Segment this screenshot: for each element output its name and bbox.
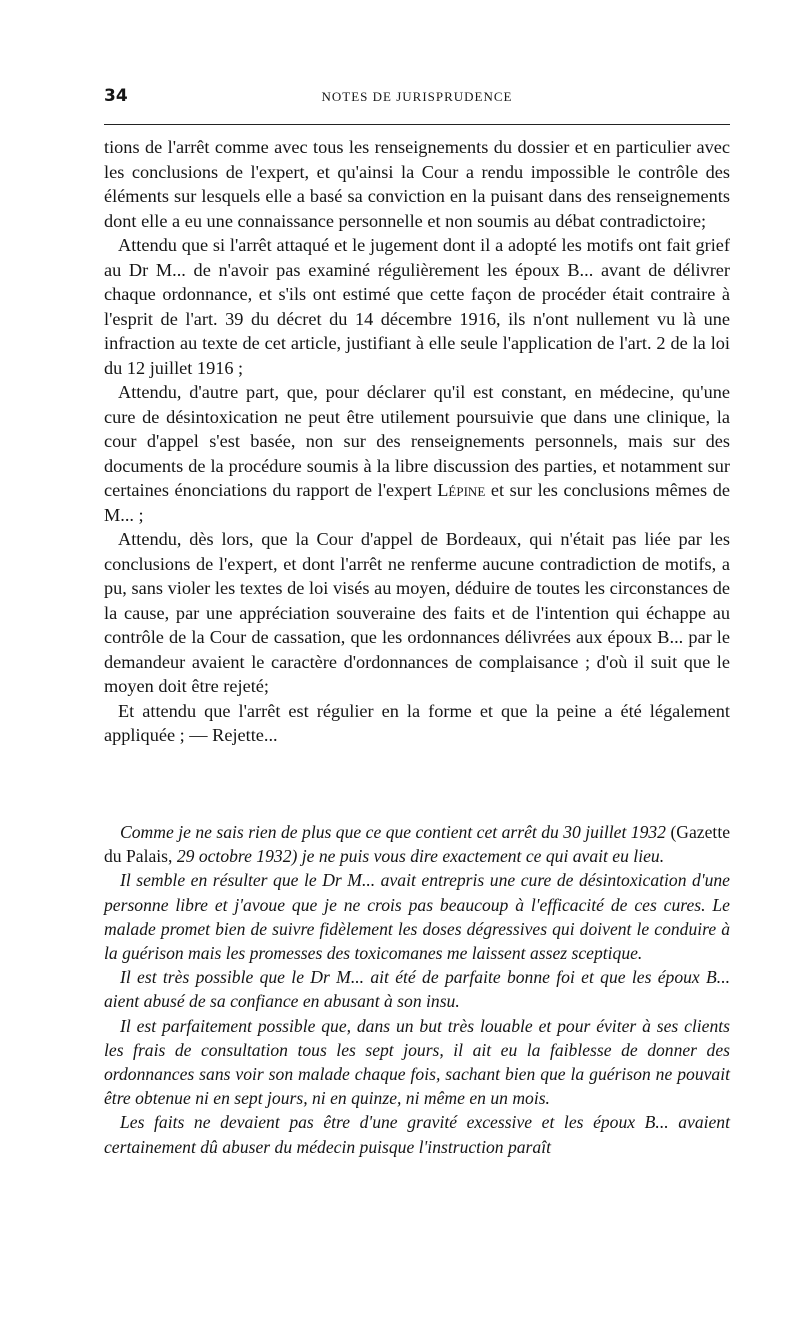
- commentary-1-end: 29 octobre 1932) je ne puis vous dire exactement ce qui avait eu lieu.: [176, 846, 665, 867]
- commentary-paragraph-5: Les faits ne devaient pas être d'une gravité excessive et les époux B... avaient certainement dû abuser du médecin puisque l'instruction paraît: [104, 1112, 730, 1157]
- ruling-paragraph-4: Attendu, dès lors, que la Cour d'appel de Bordeaux, qui n'était pas liée par les conclusions de l'expert, et dont l'arrêt ne renferme aucune contradiction de motifs, a pu, sans violer les textes de loi visés au moyen, déduire de toutes les circonstances de la cause, par une appréciation souveraine des faits et de l'intention qui échappe au contrôle de la Cour de cassation, que les ordonnances délivrées aux époux B... par le demandeur avaient le caractère d'ordonnances de complaisance ; d'où il suit que le moyen doit être rejeté;: [104, 529, 730, 696]
- commentary-paragraph-1: [104, 820, 730, 868]
- ruling-paragraph-5: Et attendu que l'arrêt est régulier en la forme et que la peine a été légalement appliquée ; — Rejette...: [104, 700, 730, 745]
- gazette-reference: (Gazette du Palais,: [104, 822, 731, 867]
- ruling-text: [104, 135, 730, 748]
- ruling-paragraph-3-end: et sur les conclusions mêmes de M... ;: [104, 480, 730, 525]
- header-rule: [104, 124, 730, 125]
- ruling-paragraph-3: [104, 380, 730, 527]
- expert-name: Lépine: [437, 480, 486, 500]
- ruling-paragraph-2: Attendu que si l'arrêt attaqué et le jugement dont il a adopté les motifs ont fait grief au Dr M... de n'avoir pas examiné régulièrement les époux B... avant de délivrer chaque ordonnance, et s'ils ont estimé que cette façon de procéder était contraire à l'esprit de l'art. 39 du décret du 14 décembre 1916, ils n'ont nullement vu là une infraction au texte de cet article, justifiant à elle seule l'application de l'art. 2 de la loi du 12 juillet 1916 ;: [104, 235, 730, 378]
- commentary-text: [104, 820, 730, 1159]
- ruling-paragraph-1: tions de l'arrêt comme avec tous les renseignements du dossier et en particulier avec les conclusions de l'expert, et qu'ainsi la Cour a rendu impossible le contrôle des éléments sur lesquels elle a basé sa conviction en la puisant dans des renseignements dont elle a eu une connaissance personnelle et non soumis au débat contradictoire;: [104, 137, 730, 231]
- ruling-paragraph-3-start: Attendu, d'autre part, que, pour déclarer qu'il est constant, en médecine, qu'une cure de désintoxication ne peut être utilement poursuivie que dans une clinique, la cour d'appel s'est basée, non sur des renseignements personnels, mais sur des documents de la procédure soumis à la libre discussion des parties, et notamment sur certaines énonciations du rapport de l'expert: [104, 382, 730, 500]
- page-number: 34: [104, 86, 128, 106]
- page-header: [104, 86, 730, 110]
- commentary-paragraph-2: Il semble en résulter que le Dr M... avait entrepris une cure de désintoxication d'une personne libre et j'avoue que je ne crois pas beaucoup à l'efficacité de ces cures. Le malade promet bien de suivre fidèlement les doses dégressives qui doivent le conduire à la guérison mais les promesses des toxicomanes me laissent assez sceptique.: [104, 870, 730, 964]
- commentary-1-start: Comme je ne sais rien de plus que ce que contient cet arrêt du 30 juillet 1932: [120, 822, 666, 842]
- commentary-paragraph-3: Il est très possible que le Dr M... ait été de parfaite bonne foi et que les époux B... aient abusé de sa confiance en abusant à son insu.: [104, 967, 730, 1012]
- running-title: NOTES DE JURISPRUDENCE: [321, 89, 513, 104]
- commentary-paragraph-4: Il est parfaitement possible que, dans un but très louable et pour éviter à ses clients les frais de consultation tous les sept jours, il ait eu la faiblesse de donner des ordonnances sans voir son malade chaque fois, sachant bien que la guérison ne pouvait être obtenue ni en sept jours, ni en quinze, ni même en un mois.: [104, 1015, 730, 1109]
